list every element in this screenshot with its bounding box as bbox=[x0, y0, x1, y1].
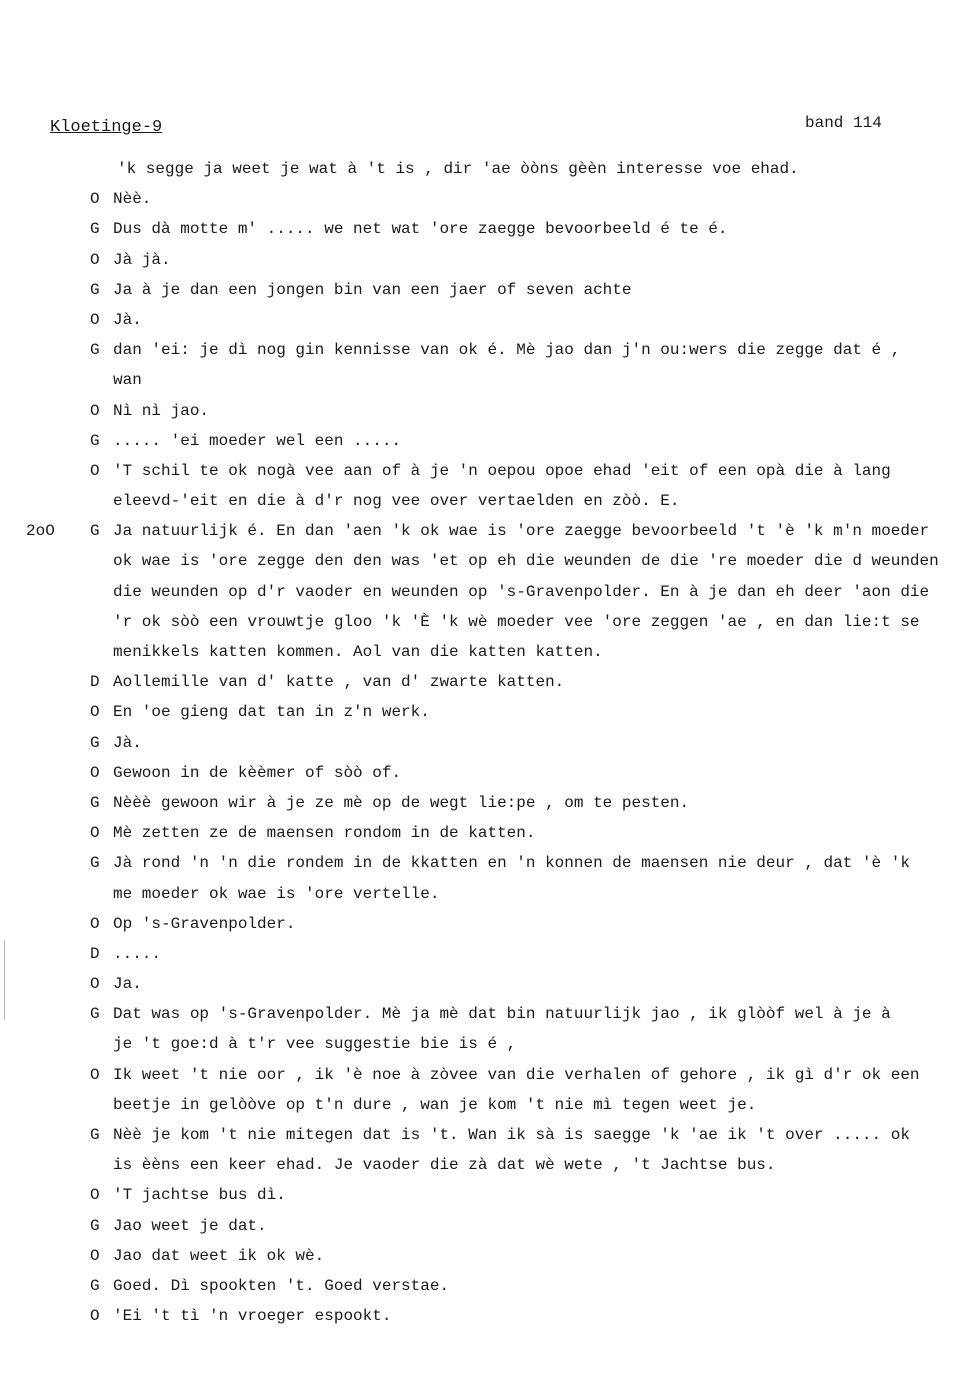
transcript-line bbox=[0, 1180, 979, 1210]
transcript-line bbox=[0, 154, 979, 184]
transcript-line bbox=[0, 1150, 979, 1180]
speaker-code: G bbox=[90, 1126, 100, 1144]
utterance-text: beetje in gelòòve op t'n dure , wan je kom 't nie mì tegen weet je. bbox=[113, 1095, 757, 1114]
transcript-line bbox=[0, 999, 979, 1029]
utterance-text: Ja. bbox=[113, 975, 142, 994]
transcript-line bbox=[0, 1029, 979, 1059]
utterance-text: is èèns een keer ehad. Je vaoder die zà dat wè wete , 't Jachtse bus. bbox=[113, 1156, 776, 1175]
transcript-line bbox=[0, 728, 979, 758]
utterance-text: ..... bbox=[113, 944, 162, 963]
transcript-line bbox=[0, 1241, 979, 1271]
transcript-line bbox=[0, 184, 979, 214]
speaker-code: O bbox=[90, 310, 100, 329]
transcript-line bbox=[0, 969, 979, 999]
utterance-text: Jà jà. bbox=[113, 250, 171, 269]
transcript-line bbox=[0, 1271, 979, 1301]
speaker-code: O bbox=[90, 703, 100, 722]
transcript-line bbox=[0, 667, 979, 697]
utterance-text: dan 'ei: je dì nog gin kennisse van ok é. Mè jao dan j'n ou:wers die zegge dat é , bbox=[113, 341, 901, 360]
transcript-line bbox=[0, 305, 979, 335]
transcript-line bbox=[0, 275, 979, 305]
speaker-code: O bbox=[90, 1307, 100, 1326]
speaker-code: O bbox=[90, 1186, 100, 1205]
transcript-line bbox=[0, 1060, 979, 1090]
transcript-line bbox=[0, 1211, 979, 1241]
transcript-line bbox=[0, 396, 979, 426]
transcript-line bbox=[0, 818, 979, 848]
speaker-code: G bbox=[90, 793, 100, 812]
speaker-code: D bbox=[90, 944, 100, 963]
utterance-text: Op 's-Gravenpolder. bbox=[113, 914, 296, 933]
utterance-text: Ik weet 't nie oor , ik 'è noe à zòvee van die verhalen of gehore , ik gì d'r ok een bbox=[113, 1065, 920, 1084]
utterance-text: Jà. bbox=[113, 733, 142, 752]
speaker-code: G bbox=[90, 522, 100, 541]
speaker-code: O bbox=[90, 824, 100, 843]
speaker-code: D bbox=[90, 673, 100, 692]
transcript-line bbox=[0, 758, 979, 788]
speaker-code: O bbox=[90, 1246, 100, 1265]
transcript-line bbox=[0, 1301, 979, 1331]
transcript-line bbox=[0, 516, 979, 546]
transcript-line bbox=[0, 879, 979, 909]
utterance-text: Jao dat weet ik ok wè. bbox=[113, 1246, 325, 1265]
speaker-code: O bbox=[90, 975, 100, 994]
speaker-code: O bbox=[90, 250, 100, 269]
utterance-text: Jà rond 'n 'n die rondem in de kkatten en 'n konnen de maensen nie deur , dat 'è 'k bbox=[113, 854, 910, 873]
transcript-line bbox=[0, 1120, 979, 1150]
tape-label: band 114 bbox=[805, 114, 882, 132]
transcript-line bbox=[0, 1090, 979, 1120]
transcript-line bbox=[0, 577, 979, 607]
speaker-code: G bbox=[90, 431, 100, 450]
utterance-text: 'r ok sòò een vrouwtje gloo 'k 'È 'k wè moeder vee 'ore zeggen 'ae , en dan lie:t se bbox=[113, 612, 920, 631]
utterance-text: Nì nì jao. bbox=[113, 401, 210, 420]
utterance-text: Ja à je dan een jongen bin van een jaer of seven achte bbox=[113, 280, 632, 299]
utterance-text: 'Ei 't tì 'n vroeger espookt. bbox=[113, 1307, 392, 1326]
utterance-text: wan bbox=[113, 371, 142, 390]
speaker-code: O bbox=[90, 190, 100, 209]
utterance-text: ..... 'ei moeder wel een ..... bbox=[113, 431, 402, 450]
speaker-code: O bbox=[90, 401, 100, 420]
transcript-line bbox=[0, 245, 979, 275]
utterance-text: Dus dà motte m' ..... we net wat 'ore zaegge bevoorbeeld é te é. bbox=[113, 220, 728, 239]
utterance-text: Nèèè gewoon wir à je ze mè op de wegt lie:pe , om te pesten. bbox=[113, 793, 690, 812]
utterance-text: 'T schil te ok nogà vee aan of à je 'n oepou opoe ehad 'eit of een opà die à lang bbox=[113, 461, 891, 480]
utterance-text: Jao weet je dat. bbox=[113, 1216, 267, 1235]
utterance-text: Jà. bbox=[113, 310, 142, 329]
utterance-text: Dat was op 's-Gravenpolder. Mè ja mè dat bin natuurlijk jao , ik glòòf wel à je à bbox=[113, 1005, 891, 1024]
speaker-code: O bbox=[90, 914, 100, 933]
utterance-text: Ja natuurlijk é. En dan 'aen 'k ok wae is 'ore zaegge bevoorbeeld 't 'è 'k m'n moeder bbox=[113, 522, 930, 541]
utterance-text: Mè zetten ze de maensen rondom in de katten. bbox=[113, 824, 536, 843]
utterance-text: Nèè. bbox=[113, 190, 152, 209]
speaker-code: O bbox=[90, 461, 100, 480]
transcript-line bbox=[0, 456, 979, 486]
transcript-line bbox=[0, 486, 979, 516]
transcript-line bbox=[0, 909, 979, 939]
speaker-code: G bbox=[90, 220, 100, 239]
transcript-line bbox=[0, 546, 979, 576]
transcript-line bbox=[0, 939, 979, 969]
speaker-code: O bbox=[90, 1065, 100, 1084]
document-title: Kloetinge-9 bbox=[50, 118, 163, 137]
transcript-line bbox=[0, 365, 979, 395]
utterance-text: die weunden op d'r vaoder en weunden op 's-Gravenpolder. En à je dan eh deer 'aon die bbox=[113, 582, 930, 601]
transcript-line bbox=[0, 214, 979, 244]
speaker-code: G bbox=[90, 280, 100, 299]
speaker-code: G bbox=[90, 1276, 100, 1295]
transcript-line bbox=[0, 637, 979, 667]
utterance-text: 'k segge ja weet je wat à 't is , dir 'ae òòns gèèn interesse voe ehad. bbox=[117, 160, 799, 178]
utterance-text: 'T jachtse bus dì. bbox=[113, 1186, 286, 1205]
transcript-line bbox=[0, 697, 979, 727]
utterance-text: Goed. Dì spookten 't. Goed verstae. bbox=[113, 1276, 450, 1295]
speaker-code: G bbox=[90, 1216, 100, 1235]
speaker-code: G bbox=[90, 733, 100, 752]
transcript-line bbox=[0, 426, 979, 456]
speaker-code: G bbox=[90, 341, 100, 360]
transcript-line bbox=[0, 788, 979, 818]
transcript-line bbox=[0, 607, 979, 637]
speaker-code: G bbox=[90, 854, 100, 873]
transcript-body bbox=[0, 154, 979, 1331]
utterance-text: ok wae is 'ore zegge den den was 'et op eh die weunden de die 're moeder die d weunden bbox=[113, 552, 939, 571]
transcript-line bbox=[0, 848, 979, 878]
utterance-text: menikkels katten kommen. Aol van die katten katten. bbox=[113, 643, 603, 661]
utterance-text: me moeder ok wae is 'ore vertelle. bbox=[113, 884, 440, 903]
utterance-text: Nèè je kom 't nie mitegen dat is 't. Wan ik sà is saegge 'k 'ae ik 't over ..... ok bbox=[113, 1126, 910, 1144]
utterance-text: je 't goe:d à t'r vee suggestie bie is é , bbox=[113, 1035, 517, 1054]
speaker-code: O bbox=[90, 763, 100, 782]
utterance-text: En 'oe gieng dat tan in z'n werk. bbox=[113, 703, 430, 722]
utterance-text: Aollemille van d' katte , van d' zwarte katten. bbox=[113, 673, 565, 692]
utterance-text: Gewoon in de kèèmer of sòò of. bbox=[113, 763, 402, 782]
utterance-text: eleevd-'eit en die à d'r nog vee over vertaelden en zòò. E. bbox=[113, 492, 680, 511]
transcript-line bbox=[0, 335, 979, 365]
line-number: 2oO bbox=[26, 522, 55, 541]
speaker-code: G bbox=[90, 1005, 100, 1024]
